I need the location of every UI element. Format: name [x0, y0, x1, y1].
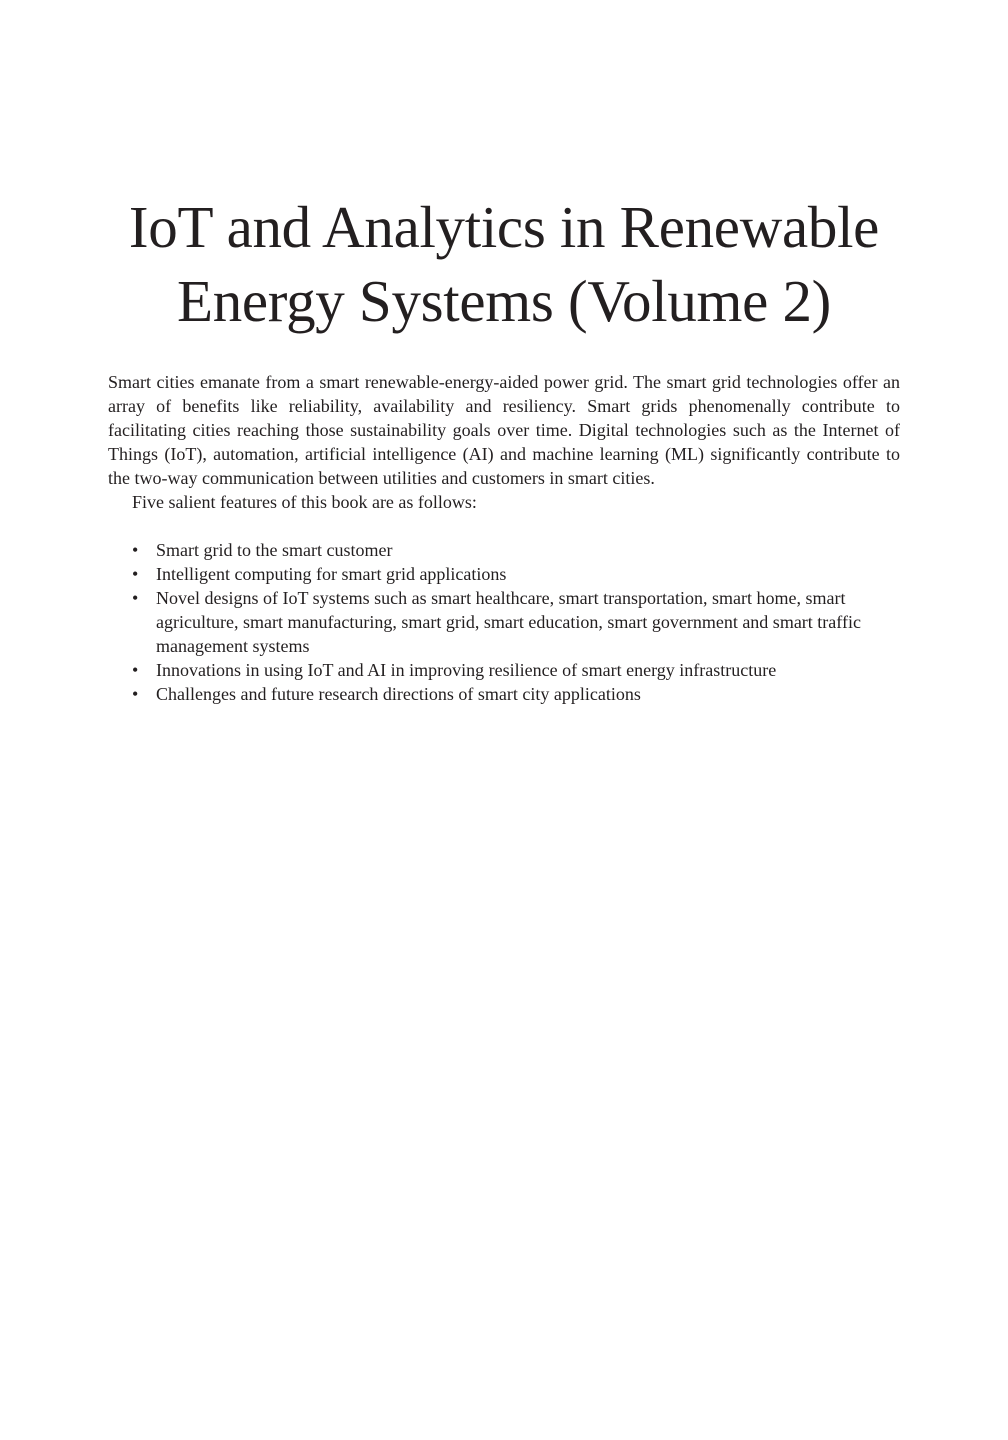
book-title-line-1: IoT and Analytics in Renewable [128, 194, 880, 260]
list-item-text: Novel designs of IoT systems such as smart healthcare, smart transportation, smart home, smart agriculture, smart manufacturing, smart grid, smart education, smart government and smart traffic management systems [156, 588, 861, 656]
book-description [108, 370, 900, 706]
list-item-text: Challenges and future research directions of smart city applications [156, 684, 641, 704]
list-item-text: Smart grid to the smart customer [156, 540, 393, 560]
features-list [108, 538, 900, 706]
bullet-icon: • [132, 588, 139, 608]
book-title-line-2: Energy Systems (Volume 2) [176, 268, 832, 334]
list-item [108, 538, 900, 562]
bullet-icon: • [132, 660, 139, 680]
list-item [108, 682, 900, 706]
bullet-icon: • [132, 684, 139, 704]
book-title [0, 190, 1008, 338]
description-paragraph: Smart cities emanate from a smart renewable-energy-aided power grid. The smart grid technologies offer an array of benefits like reliability, availability and resiliency. Smart grids phenomenally contribute to facilitating cities reaching those sustainability goals over time. Digital technologies such as the Internet of Things (IoT), automation, artificial intelligence (AI) and machine learning (ML) significantly contribute to the two-way communication between utilities and customers in smart cities. [108, 372, 900, 488]
features-intro: Five salient features of this book are as follows: [132, 492, 477, 512]
list-item [108, 562, 900, 586]
list-item-text: Intelligent computing for smart grid applications [156, 564, 507, 584]
list-item-text: Innovations in using IoT and AI in improving resilience of smart energy infrastructure [156, 660, 777, 680]
bullet-icon: • [132, 540, 139, 560]
bullet-icon: • [132, 564, 139, 584]
list-item [108, 586, 900, 658]
list-item [108, 658, 900, 682]
